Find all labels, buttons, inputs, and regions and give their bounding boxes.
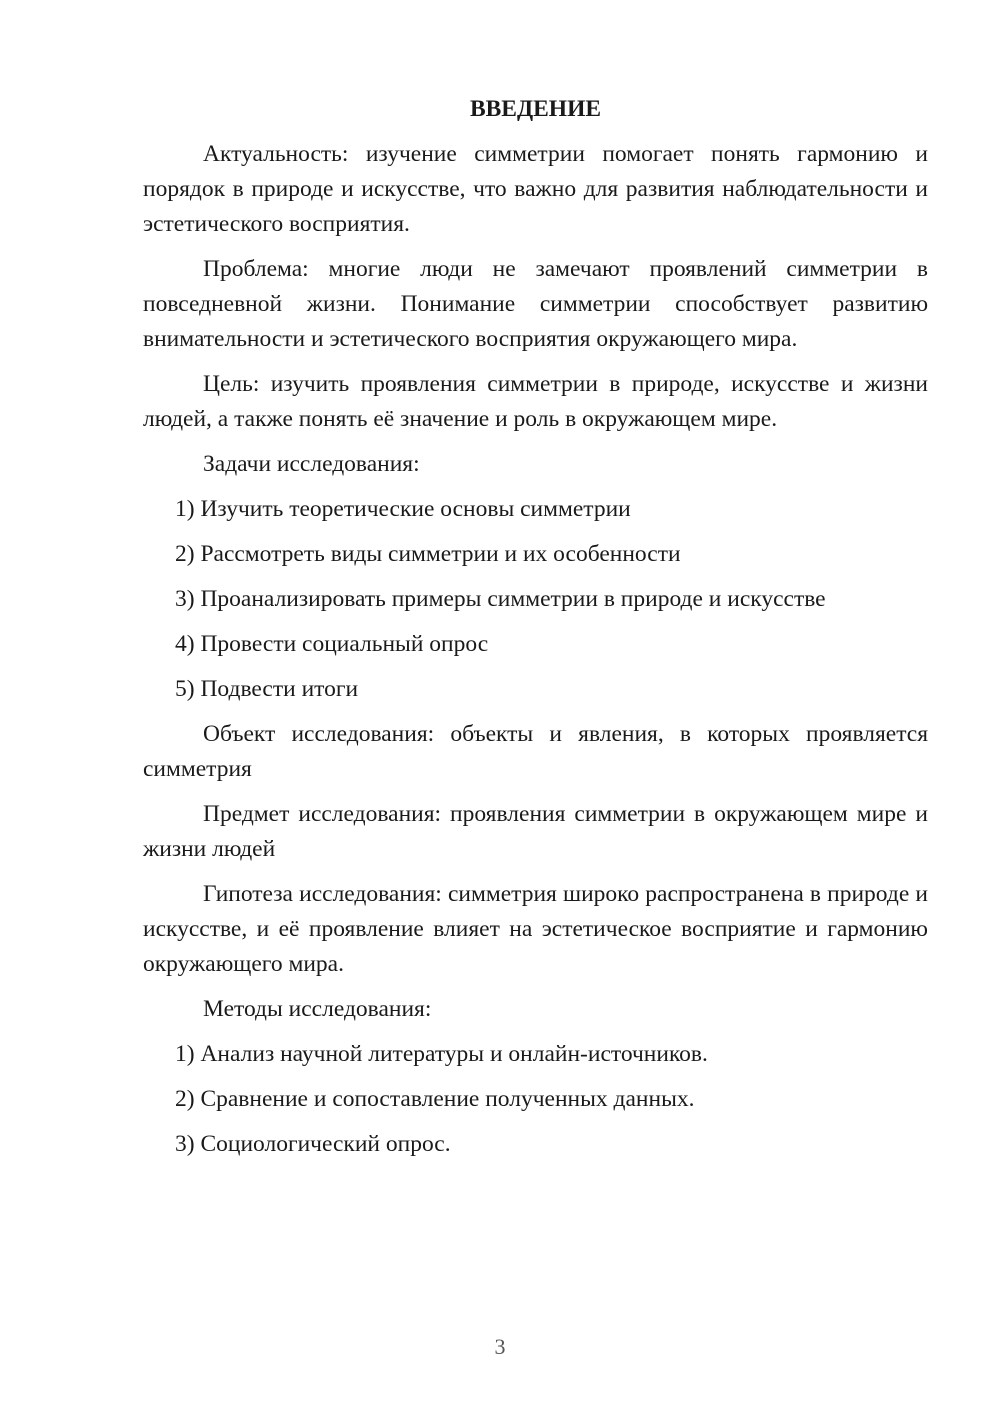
tasks-heading: Задачи исследования: [203,451,420,477]
list-item: 4) Провести социальный опрос [175,631,489,657]
list-item: 1) Изучить теоретические основы симметрии [175,496,631,522]
paragraph-subject: Предмет исследования: проявления симметрии в окружающем мире и жизни людей [143,801,928,862]
paragraph-object: Объект исследования: объекты и явления, в которых проявляется симметрия [143,721,928,782]
list-item: 2) Сравнение и сопоставление полученных данных. [175,1086,695,1112]
list-item: 1) Анализ научной литературы и онлайн-источников. [175,1041,708,1067]
methods-list [143,1037,928,1162]
tasks-list [143,492,928,707]
list-item: 3) Проанализировать примеры симметрии в природе и искусстве [175,586,826,612]
list-item: 2) Рассмотреть виды симметрии и их особенности [175,541,681,567]
page-number: 3 [494,1334,506,1359]
section-title: ВВЕДЕНИЕ [469,96,602,122]
paragraph-hypothesis: Гипотеза исследования: симметрия широко распространена в природе и искусстве, и её проявление влияет на эстетическое восприятие и гармонию окружающего мира. [143,881,928,977]
list-item: 5) Подвести итоги [175,676,359,702]
paragraph-goal: Цель: изучить проявления симметрии в природе, искусстве и жизни людей, а также понять её значение и роль в окружающем мире. [143,371,928,432]
paragraph-problem: Проблема: многие люди не замечают проявлений симметрии в повседневной жизни. Понимание симметрии способствует развитию внимательности и эстетического восприятия окружающего мира. [143,256,928,352]
paragraph-relevance: Актуальность: изучение симметрии помогает понять гармонию и порядок в природе и искусстве, что важно для развития наблюдательности и эстетического восприятия. [143,141,928,237]
list-item: 3) Социологический опрос. [175,1131,451,1157]
methods-heading: Методы исследования: [203,996,432,1022]
page-content [143,92,928,1172]
